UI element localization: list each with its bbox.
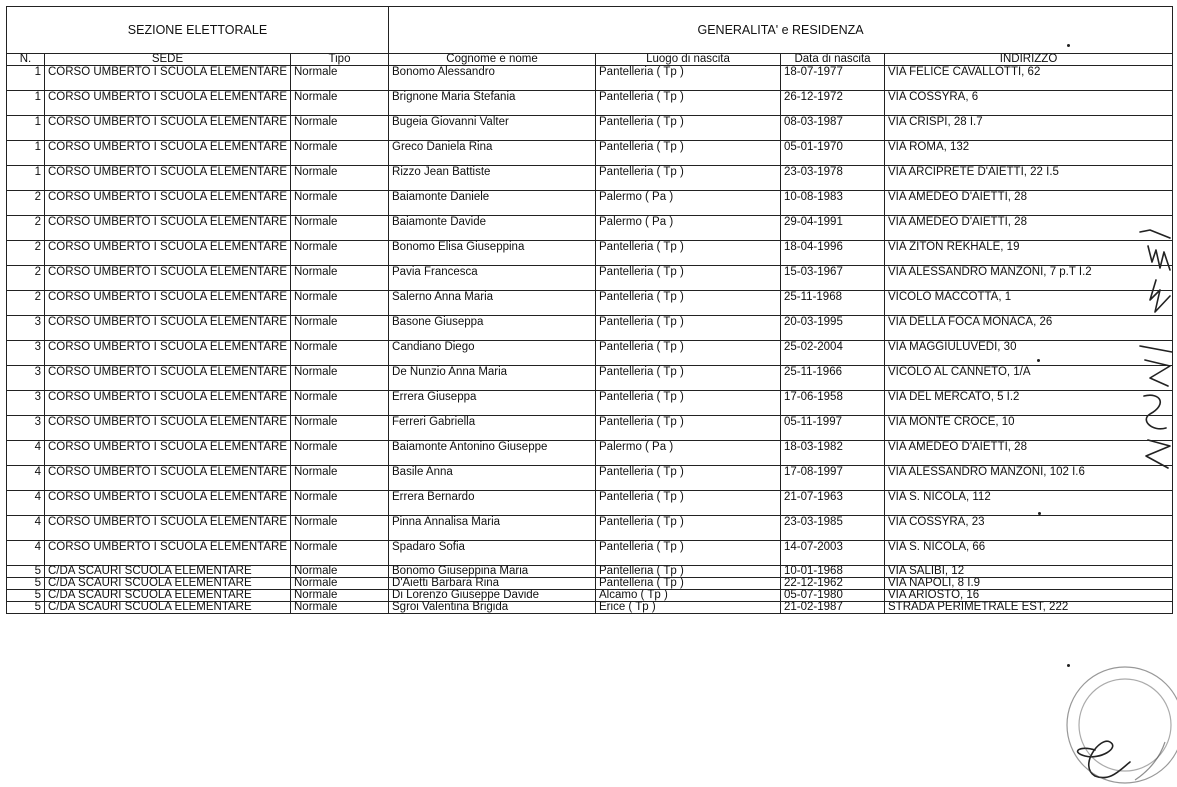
cell-data: 15-03-1967 bbox=[781, 266, 885, 291]
cell-data: 10-08-1983 bbox=[781, 191, 885, 216]
scan-dot bbox=[1067, 664, 1070, 667]
cell-tipo: Normale bbox=[291, 116, 389, 141]
scan-dot bbox=[1037, 359, 1040, 362]
cell-n: 3 bbox=[7, 341, 45, 366]
cell-luogo: Palermo ( Pa ) bbox=[596, 191, 781, 216]
cell-data: 22-12-1962 bbox=[781, 578, 885, 590]
cell-sede: CORSO UMBERTO I SCUOLA ELEMENTARE bbox=[45, 416, 291, 441]
cell-n: 5 bbox=[7, 566, 45, 578]
cell-luogo: Pantelleria ( Tp ) bbox=[596, 391, 781, 416]
cell-tipo: Normale bbox=[291, 291, 389, 316]
cell-data: 14-07-2003 bbox=[781, 541, 885, 566]
cell-indirizzo: STRADA PERIMETRALE EST, 222 bbox=[885, 602, 1173, 614]
cell-nome: Pavia Francesca bbox=[389, 266, 596, 291]
cell-n: 2 bbox=[7, 191, 45, 216]
cell-nome: Salerno Anna Maria bbox=[389, 291, 596, 316]
cell-luogo: Pantelleria ( Tp ) bbox=[596, 416, 781, 441]
register-body bbox=[7, 66, 1173, 614]
col-header-nome: Cognome e nome bbox=[389, 54, 596, 66]
col-header-n: N. bbox=[7, 54, 45, 66]
col-header-indirizzo: INDIRIZZO bbox=[885, 54, 1173, 66]
cell-tipo: Normale bbox=[291, 341, 389, 366]
cell-sede: CORSO UMBERTO I SCUOLA ELEMENTARE bbox=[45, 491, 291, 516]
cell-tipo: Normale bbox=[291, 191, 389, 216]
cell-nome: Pinna Annalisa Maria bbox=[389, 516, 596, 541]
cell-luogo: Pantelleria ( Tp ) bbox=[596, 266, 781, 291]
cell-sede: CORSO UMBERTO I SCUOLA ELEMENTARE bbox=[45, 466, 291, 491]
cell-data: 29-04-1991 bbox=[781, 216, 885, 241]
cell-data: 23-03-1978 bbox=[781, 166, 885, 191]
cell-data: 25-02-2004 bbox=[781, 341, 885, 366]
cell-indirizzo: VIA AMEDEO D'AIETTI, 28 bbox=[885, 191, 1173, 216]
cell-n: 3 bbox=[7, 416, 45, 441]
scan-dot bbox=[1067, 44, 1070, 47]
table-row bbox=[7, 541, 1173, 566]
cell-sede: C/DA SCAURI SCUOLA ELEMENTARE bbox=[45, 566, 291, 578]
cell-indirizzo: VIA CRISPI, 28 I.7 bbox=[885, 116, 1173, 141]
cell-nome: D'Aietti Barbara Rina bbox=[389, 578, 596, 590]
section-header: SEZIONE ELETTORALE bbox=[7, 7, 389, 54]
cell-luogo: Pantelleria ( Tp ) bbox=[596, 166, 781, 191]
cell-n: 3 bbox=[7, 366, 45, 391]
cell-data: 05-07-1980 bbox=[781, 590, 885, 602]
cell-sede: CORSO UMBERTO I SCUOLA ELEMENTARE bbox=[45, 266, 291, 291]
cell-luogo: Palermo ( Pa ) bbox=[596, 441, 781, 466]
cell-tipo: Normale bbox=[291, 366, 389, 391]
cell-sede: CORSO UMBERTO I SCUOLA ELEMENTARE bbox=[45, 116, 291, 141]
cell-luogo: Pantelleria ( Tp ) bbox=[596, 341, 781, 366]
cell-n: 5 bbox=[7, 578, 45, 590]
cell-tipo: Normale bbox=[291, 466, 389, 491]
cell-nome: Candiano Diego bbox=[389, 341, 596, 366]
cell-tipo: Normale bbox=[291, 316, 389, 341]
cell-luogo: Pantelleria ( Tp ) bbox=[596, 466, 781, 491]
cell-luogo: Palermo ( Pa ) bbox=[596, 216, 781, 241]
cell-tipo: Normale bbox=[291, 66, 389, 91]
cell-indirizzo: VIA AMEDEO D'AIETTI, 28 bbox=[885, 216, 1173, 241]
cell-nome: Sgroi Valentina Brigida bbox=[389, 602, 596, 614]
cell-tipo: Normale bbox=[291, 541, 389, 566]
table-row bbox=[7, 191, 1173, 216]
cell-luogo: Pantelleria ( Tp ) bbox=[596, 316, 781, 341]
table-row bbox=[7, 590, 1173, 602]
col-header-data: Data di nascita bbox=[781, 54, 885, 66]
cell-sede: C/DA SCAURI SCUOLA ELEMENTARE bbox=[45, 578, 291, 590]
cell-nome: Basile Anna bbox=[389, 466, 596, 491]
cell-tipo: Normale bbox=[291, 578, 389, 590]
cell-luogo: Pantelleria ( Tp ) bbox=[596, 366, 781, 391]
table-row bbox=[7, 578, 1173, 590]
official-stamp bbox=[1067, 667, 1177, 783]
cell-sede: CORSO UMBERTO I SCUOLA ELEMENTARE bbox=[45, 241, 291, 266]
table-row bbox=[7, 91, 1173, 116]
scan-dot bbox=[1038, 512, 1041, 515]
cell-nome: De Nunzio Anna Maria bbox=[389, 366, 596, 391]
cell-data: 25-11-1968 bbox=[781, 291, 885, 316]
table-row bbox=[7, 166, 1173, 191]
cell-n: 2 bbox=[7, 291, 45, 316]
cell-data: 20-03-1995 bbox=[781, 316, 885, 341]
cell-n: 4 bbox=[7, 516, 45, 541]
signature-bottom bbox=[1078, 741, 1130, 777]
col-header-luogo: Luogo di nascita bbox=[596, 54, 781, 66]
cell-data: 23-03-1985 bbox=[781, 516, 885, 541]
cell-indirizzo: VIA FELICE CAVALLOTTI, 62 bbox=[885, 66, 1173, 91]
cell-tipo: Normale bbox=[291, 216, 389, 241]
cell-luogo: Pantelleria ( Tp ) bbox=[596, 566, 781, 578]
cell-luogo: Pantelleria ( Tp ) bbox=[596, 241, 781, 266]
cell-data: 05-11-1997 bbox=[781, 416, 885, 441]
cell-nome: Ferreri Gabriella bbox=[389, 416, 596, 441]
cell-n: 4 bbox=[7, 491, 45, 516]
cell-sede: CORSO UMBERTO I SCUOLA ELEMENTARE bbox=[45, 541, 291, 566]
cell-indirizzo: VIA ROMA, 132 bbox=[885, 141, 1173, 166]
cell-nome: Brignone Maria Stefania bbox=[389, 91, 596, 116]
cell-luogo: Pantelleria ( Tp ) bbox=[596, 91, 781, 116]
table-row bbox=[7, 66, 1173, 91]
table-row bbox=[7, 266, 1173, 291]
table-row bbox=[7, 116, 1173, 141]
cell-luogo: Alcamo ( Tp ) bbox=[596, 590, 781, 602]
cell-tipo: Normale bbox=[291, 491, 389, 516]
table-row bbox=[7, 341, 1173, 366]
cell-n: 1 bbox=[7, 91, 45, 116]
table-row bbox=[7, 291, 1173, 316]
cell-tipo: Normale bbox=[291, 91, 389, 116]
cell-n: 4 bbox=[7, 441, 45, 466]
cell-luogo: Pantelleria ( Tp ) bbox=[596, 541, 781, 566]
cell-luogo: Pantelleria ( Tp ) bbox=[596, 66, 781, 91]
cell-nome: Baiamonte Daniele bbox=[389, 191, 596, 216]
cell-data: 21-07-1963 bbox=[781, 491, 885, 516]
table-row bbox=[7, 416, 1173, 441]
table-row bbox=[7, 516, 1173, 541]
cell-indirizzo: VIA MAGGIULUVEDI, 30 bbox=[885, 341, 1173, 366]
cell-indirizzo: VIA MONTE CROCE, 10 bbox=[885, 416, 1173, 441]
cell-n: 3 bbox=[7, 316, 45, 341]
cell-n: 4 bbox=[7, 541, 45, 566]
cell-n: 5 bbox=[7, 602, 45, 614]
cell-data: 08-03-1987 bbox=[781, 116, 885, 141]
cell-n: 1 bbox=[7, 166, 45, 191]
table-row bbox=[7, 241, 1173, 266]
voter-register-table bbox=[6, 6, 1173, 614]
cell-nome: Greco Daniela Rina bbox=[389, 141, 596, 166]
cell-nome: Bugeia Giovanni Valter bbox=[389, 116, 596, 141]
cell-sede: CORSO UMBERTO I SCUOLA ELEMENTARE bbox=[45, 91, 291, 116]
cell-sede: CORSO UMBERTO I SCUOLA ELEMENTARE bbox=[45, 366, 291, 391]
cell-nome: Errera Giuseppa bbox=[389, 391, 596, 416]
cell-sede: CORSO UMBERTO I SCUOLA ELEMENTARE bbox=[45, 291, 291, 316]
table-row bbox=[7, 566, 1173, 578]
cell-luogo: Erice ( Tp ) bbox=[596, 602, 781, 614]
cell-nome: Bonomo Giuseppina Maria bbox=[389, 566, 596, 578]
cell-sede: CORSO UMBERTO I SCUOLA ELEMENTARE bbox=[45, 316, 291, 341]
cell-tipo: Normale bbox=[291, 141, 389, 166]
cell-data: 05-01-1970 bbox=[781, 141, 885, 166]
cell-n: 1 bbox=[7, 66, 45, 91]
cell-n: 2 bbox=[7, 266, 45, 291]
cell-data: 18-03-1982 bbox=[781, 441, 885, 466]
cell-indirizzo: VIA SALIBI, 12 bbox=[885, 566, 1173, 578]
cell-tipo: Normale bbox=[291, 391, 389, 416]
cell-nome: Bonomo Elisa Giuseppina bbox=[389, 241, 596, 266]
cell-indirizzo: VIA COSSYRA, 23 bbox=[885, 516, 1173, 541]
cell-sede: CORSO UMBERTO I SCUOLA ELEMENTARE bbox=[45, 516, 291, 541]
cell-indirizzo: VIA ALESSANDRO MANZONI, 102 I.6 bbox=[885, 466, 1173, 491]
cell-tipo: Normale bbox=[291, 516, 389, 541]
cell-indirizzo: VIA COSSYRA, 6 bbox=[885, 91, 1173, 116]
residence-header: GENERALITA' e RESIDENZA bbox=[389, 7, 1173, 54]
cell-indirizzo: VIA NAPOLI, 8 I.9 bbox=[885, 578, 1173, 590]
cell-data: 26-12-1972 bbox=[781, 91, 885, 116]
cell-data: 10-01-1968 bbox=[781, 566, 885, 578]
cell-nome: Baiamonte Davide bbox=[389, 216, 596, 241]
table-row bbox=[7, 316, 1173, 341]
cell-data: 17-06-1958 bbox=[781, 391, 885, 416]
cell-n: 1 bbox=[7, 116, 45, 141]
cell-n: 2 bbox=[7, 216, 45, 241]
cell-indirizzo: VIA ARIOSTO, 16 bbox=[885, 590, 1173, 602]
cell-tipo: Normale bbox=[291, 416, 389, 441]
cell-n: 2 bbox=[7, 241, 45, 266]
col-header-tipo: Tipo bbox=[291, 54, 389, 66]
cell-nome: Errera Bernardo bbox=[389, 491, 596, 516]
cell-nome: Di Lorenzo Giuseppe Davide bbox=[389, 590, 596, 602]
cell-luogo: Pantelleria ( Tp ) bbox=[596, 578, 781, 590]
cell-tipo: Normale bbox=[291, 266, 389, 291]
cell-indirizzo: VIA AMEDEO D'AIETTI, 28 bbox=[885, 441, 1173, 466]
cell-sede: CORSO UMBERTO I SCUOLA ELEMENTARE bbox=[45, 341, 291, 366]
cell-indirizzo: VIA ALESSANDRO MANZONI, 7 p.T I.2 bbox=[885, 266, 1173, 291]
cell-indirizzo: VICOLO MACCOTTA, 1 bbox=[885, 291, 1173, 316]
cell-indirizzo: VIA ARCIPRETE D'AIETTI, 22 I.5 bbox=[885, 166, 1173, 191]
table-row bbox=[7, 491, 1173, 516]
cell-luogo: Pantelleria ( Tp ) bbox=[596, 291, 781, 316]
cell-n: 3 bbox=[7, 391, 45, 416]
cell-data: 25-11-1966 bbox=[781, 366, 885, 391]
cell-luogo: Pantelleria ( Tp ) bbox=[596, 116, 781, 141]
cell-indirizzo: VIA DELLA FOCA MONACA, 26 bbox=[885, 316, 1173, 341]
cell-n: 1 bbox=[7, 141, 45, 166]
cell-indirizzo: VICOLO AL CANNETO, 1/A bbox=[885, 366, 1173, 391]
table-row bbox=[7, 216, 1173, 241]
cell-sede: CORSO UMBERTO I SCUOLA ELEMENTARE bbox=[45, 166, 291, 191]
cell-luogo: Pantelleria ( Tp ) bbox=[596, 141, 781, 166]
cell-data: 18-04-1996 bbox=[781, 241, 885, 266]
cell-sede: CORSO UMBERTO I SCUOLA ELEMENTARE bbox=[45, 216, 291, 241]
cell-sede: CORSO UMBERTO I SCUOLA ELEMENTARE bbox=[45, 141, 291, 166]
cell-tipo: Normale bbox=[291, 590, 389, 602]
table-row bbox=[7, 602, 1173, 614]
cell-sede: C/DA SCAURI SCUOLA ELEMENTARE bbox=[45, 602, 291, 614]
cell-nome: Basone Giuseppa bbox=[389, 316, 596, 341]
table-row bbox=[7, 441, 1173, 466]
table-row bbox=[7, 366, 1173, 391]
cell-indirizzo: VIA S. NICOLA, 66 bbox=[885, 541, 1173, 566]
col-header-sede: SEDE bbox=[45, 54, 291, 66]
cell-nome: Rizzo Jean Battiste bbox=[389, 166, 596, 191]
cell-n: 4 bbox=[7, 466, 45, 491]
cell-sede: C/DA SCAURI SCUOLA ELEMENTARE bbox=[45, 590, 291, 602]
table-row bbox=[7, 141, 1173, 166]
cell-sede: CORSO UMBERTO I SCUOLA ELEMENTARE bbox=[45, 391, 291, 416]
cell-data: 18-07-1977 bbox=[781, 66, 885, 91]
cell-sede: CORSO UMBERTO I SCUOLA ELEMENTARE bbox=[45, 66, 291, 91]
cell-nome: Spadaro Sofia bbox=[389, 541, 596, 566]
cell-indirizzo: VIA DEL MERCATO, 5 I.2 bbox=[885, 391, 1173, 416]
cell-data: 21-02-1987 bbox=[781, 602, 885, 614]
cell-luogo: Pantelleria ( Tp ) bbox=[596, 516, 781, 541]
cell-indirizzo: VIA S. NICOLA, 112 bbox=[885, 491, 1173, 516]
cell-n: 5 bbox=[7, 590, 45, 602]
cell-indirizzo: VIA ZITON REKHALE, 19 bbox=[885, 241, 1173, 266]
cell-sede: CORSO UMBERTO I SCUOLA ELEMENTARE bbox=[45, 191, 291, 216]
cell-tipo: Normale bbox=[291, 441, 389, 466]
cell-luogo: Pantelleria ( Tp ) bbox=[596, 491, 781, 516]
cell-sede: CORSO UMBERTO I SCUOLA ELEMENTARE bbox=[45, 441, 291, 466]
cell-tipo: Normale bbox=[291, 566, 389, 578]
cell-tipo: Normale bbox=[291, 166, 389, 191]
cell-data: 17-08-1997 bbox=[781, 466, 885, 491]
cell-tipo: Normale bbox=[291, 602, 389, 614]
cell-nome: Bonomo Alessandro bbox=[389, 66, 596, 91]
table-row bbox=[7, 391, 1173, 416]
table-row bbox=[7, 466, 1173, 491]
cell-nome: Baiamonte Antonino Giuseppe bbox=[389, 441, 596, 466]
cell-tipo: Normale bbox=[291, 241, 389, 266]
